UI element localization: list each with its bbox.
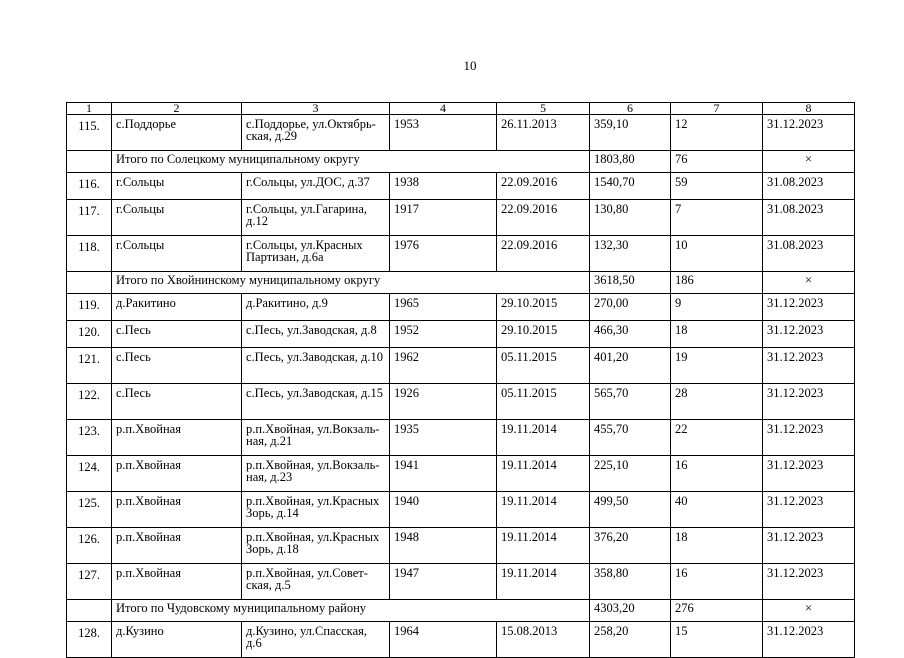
page-number: 10 [463,58,477,73]
column-header: 5 [497,103,590,115]
row-number: 122. [67,384,112,420]
settlement-cell: р.п.Хвойная [112,564,242,600]
date-cell: 29.10.2015 [497,294,590,321]
column-header: 6 [590,103,671,115]
empty-cell [67,272,112,294]
address-cell: р.п.Хвойная, ул.Совет-ская, д.5 [242,564,390,600]
year-cell: 1917 [390,200,497,236]
date-cell: 29.10.2015 [497,321,590,348]
area-cell: 359,10 [590,115,671,151]
date-cell: 26.11.2013 [497,115,590,151]
settlement-cell: д.Кузино [112,622,242,658]
column-header: 4 [390,103,497,115]
area-cell: 455,70 [590,420,671,456]
table-row [67,564,855,600]
settlement-cell: с.Песь [112,384,242,420]
year-cell: 1947 [390,564,497,600]
date-cell: 15.08.2013 [497,622,590,658]
total-residents: 186 [671,272,763,294]
column-header: 2 [112,103,242,115]
year-cell: 1948 [390,528,497,564]
table-row [67,492,855,528]
year-cell: 1940 [390,492,497,528]
settlement-cell: с.Поддорье [112,115,242,151]
total-residents: 76 [671,151,763,173]
address-cell: г.Сольцы, ул.ДОС, д.37 [242,173,390,200]
total-label: Итого по Хвойнинскому муниципальному округу [112,272,590,294]
deadline-cell: 31.12.2023 [763,492,855,528]
area-cell: 225,10 [590,456,671,492]
residents-cell: 18 [671,321,763,348]
date-cell: 22.09.2016 [497,200,590,236]
total-deadline: × [763,600,855,622]
deadline-cell: 31.08.2023 [763,173,855,200]
year-cell: 1941 [390,456,497,492]
address-cell: д.Ракитино, д.9 [242,294,390,321]
settlement-cell: р.п.Хвойная [112,420,242,456]
deadline-cell: 31.12.2023 [763,564,855,600]
residents-cell: 28 [671,384,763,420]
date-cell: 19.11.2014 [497,420,590,456]
deadline-cell: 31.08.2023 [763,236,855,272]
address-cell: д.Кузино, ул.Спасская, д.6 [242,622,390,658]
area-cell: 466,30 [590,321,671,348]
row-number: 117. [67,200,112,236]
address-cell: с.Поддорье, ул.Октябрь-ская, д.29 [242,115,390,151]
year-cell: 1962 [390,348,497,384]
residents-cell: 40 [671,492,763,528]
row-number: 119. [67,294,112,321]
empty-cell [67,151,112,173]
row-number: 118. [67,236,112,272]
table-row [67,294,855,321]
area-cell: 358,80 [590,564,671,600]
year-cell: 1938 [390,173,497,200]
deadline-cell: 31.12.2023 [763,348,855,384]
deadline-cell: 31.08.2023 [763,200,855,236]
total-label: Итого по Чудовскому муниципальному району [112,600,590,622]
settlement-cell: с.Песь [112,321,242,348]
settlement-cell: с.Песь [112,348,242,384]
column-header: 1 [67,103,112,115]
residents-cell: 19 [671,348,763,384]
row-number: 127. [67,564,112,600]
area-cell: 270,00 [590,294,671,321]
area-cell: 132,30 [590,236,671,272]
address-cell: с.Песь, ул.Заводская, д.10 [242,348,390,384]
residents-cell: 12 [671,115,763,151]
row-number: 125. [67,492,112,528]
row-number: 124. [67,456,112,492]
date-cell: 19.11.2014 [497,564,590,600]
deadline-cell: 31.12.2023 [763,528,855,564]
deadline-cell: 31.12.2023 [763,294,855,321]
address-cell: г.Сольцы, ул.Красных Партизан, д.6а [242,236,390,272]
deadline-cell: 31.12.2023 [763,622,855,658]
address-cell: с.Песь, ул.Заводская, д.8 [242,321,390,348]
empty-cell [67,600,112,622]
column-header: 7 [671,103,763,115]
year-cell: 1952 [390,321,497,348]
settlement-cell: г.Сольцы [112,200,242,236]
deadline-cell: 31.12.2023 [763,384,855,420]
total-area: 1803,80 [590,151,671,173]
address-cell: г.Сольцы, ул.Гагарина, д.12 [242,200,390,236]
table-row [67,236,855,272]
total-deadline: × [763,272,855,294]
table-row [67,173,855,200]
deadline-cell: 31.12.2023 [763,115,855,151]
table-row [67,348,855,384]
row-number: 115. [67,115,112,151]
year-cell: 1935 [390,420,497,456]
area-cell: 1540,70 [590,173,671,200]
residents-cell: 16 [671,564,763,600]
date-cell: 19.11.2014 [497,492,590,528]
residents-cell: 18 [671,528,763,564]
total-deadline: × [763,151,855,173]
total-area: 4303,20 [590,600,671,622]
row-number: 128. [67,622,112,658]
housing-table [66,102,855,658]
settlement-cell: р.п.Хвойная [112,456,242,492]
date-cell: 05.11.2015 [497,348,590,384]
total-area: 3618,50 [590,272,671,294]
date-cell: 05.11.2015 [497,384,590,420]
residents-cell: 10 [671,236,763,272]
settlement-cell: р.п.Хвойная [112,492,242,528]
column-header: 8 [763,103,855,115]
settlement-cell: д.Ракитино [112,294,242,321]
address-cell: р.п.Хвойная, ул.Вокзаль-ная, д.21 [242,420,390,456]
table-row [67,115,855,151]
residents-cell: 7 [671,200,763,236]
residents-cell: 15 [671,622,763,658]
total-row [67,272,855,294]
table-row [67,528,855,564]
table-row [67,456,855,492]
address-cell: р.п.Хвойная, ул.Красных Зорь, д.18 [242,528,390,564]
residents-cell: 9 [671,294,763,321]
deadline-cell: 31.12.2023 [763,321,855,348]
column-number-row [67,103,855,115]
date-cell: 22.09.2016 [497,173,590,200]
year-cell: 1926 [390,384,497,420]
settlement-cell: г.Сольцы [112,173,242,200]
area-cell: 130,80 [590,200,671,236]
total-label: Итого по Солецкому муниципальному округу [112,151,590,173]
year-cell: 1953 [390,115,497,151]
date-cell: 22.09.2016 [497,236,590,272]
address-cell: р.п.Хвойная, ул.Вокзаль-ная, д.23 [242,456,390,492]
row-number: 126. [67,528,112,564]
total-row [67,600,855,622]
area-cell: 258,20 [590,622,671,658]
address-cell: р.п.Хвойная, ул.Красных Зорь, д.14 [242,492,390,528]
area-cell: 565,70 [590,384,671,420]
total-residents: 276 [671,600,763,622]
settlement-cell: г.Сольцы [112,236,242,272]
year-cell: 1976 [390,236,497,272]
settlement-cell: р.п.Хвойная [112,528,242,564]
residents-cell: 16 [671,456,763,492]
row-number: 116. [67,173,112,200]
area-cell: 499,50 [590,492,671,528]
row-number: 123. [67,420,112,456]
column-header: 3 [242,103,390,115]
table-row [67,384,855,420]
area-cell: 376,20 [590,528,671,564]
year-cell: 1964 [390,622,497,658]
date-cell: 19.11.2014 [497,456,590,492]
residents-cell: 22 [671,420,763,456]
table-row [67,420,855,456]
row-number: 120. [67,321,112,348]
date-cell: 19.11.2014 [497,528,590,564]
deadline-cell: 31.12.2023 [763,420,855,456]
table-row [67,321,855,348]
year-cell: 1965 [390,294,497,321]
total-row [67,151,855,173]
area-cell: 401,20 [590,348,671,384]
deadline-cell: 31.12.2023 [763,456,855,492]
residents-cell: 59 [671,173,763,200]
address-cell: с.Песь, ул.Заводская, д.15 [242,384,390,420]
table-row [67,200,855,236]
row-number: 121. [67,348,112,384]
